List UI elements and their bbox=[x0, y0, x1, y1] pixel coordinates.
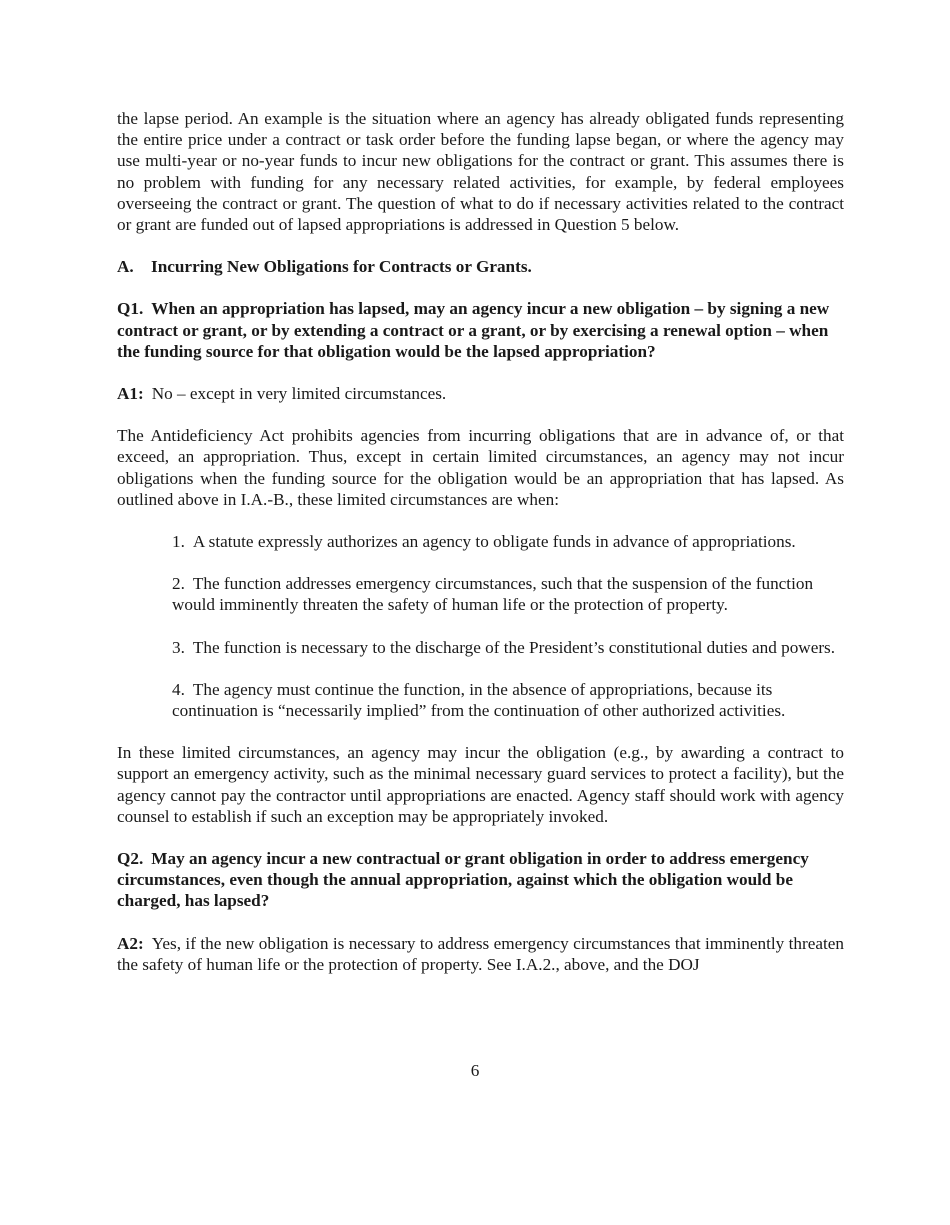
list-item-number: 2. bbox=[172, 574, 185, 594]
page-body bbox=[117, 108, 844, 996]
list-item bbox=[172, 637, 844, 658]
list-item-text: The function addresses emergency circumstances, such that the suspension of the function would imminently threaten the safety of human life or the protection of property. bbox=[172, 574, 814, 615]
antideficiency-paragraph: The Antideficiency Act prohibits agencies from incurring obligations that are in advance of, or that exceed, an appropriation. Thus, except in certain limited circumstances, an agency may not incur obligations when the funding source for the obligation would be an appropriation that has lapsed. As outlined above in I.A.-B., these limited circumstances are when: bbox=[117, 426, 844, 509]
page-number: 6 bbox=[470, 1061, 480, 1080]
circumstances-list bbox=[117, 531, 844, 721]
section-heading bbox=[117, 256, 844, 277]
question-1 bbox=[117, 298, 844, 362]
list-item bbox=[172, 531, 844, 552]
list-item-number: 4. bbox=[172, 679, 185, 699]
question-2-number: Q2. bbox=[117, 849, 144, 869]
question-1-number: Q1. bbox=[117, 299, 144, 319]
intro-paragraph: the lapse period. An example is the situation where an agency has already obligated funds representing the entire price under a contract or task order before the funding lapse began, or where the agency may use multi-year or no-year funds to incur new obligations for the contract or grant. This assumes there is no problem with funding for any necessary related activities, for example, by federal employees overseeing the contract or grant. The question of what to do if necessary activities related to the contract or grant are funded out of lapsed appropriations is addressed in Question 5 below. bbox=[117, 109, 844, 235]
list-item bbox=[172, 573, 844, 615]
limited-circumstances-paragraph: In these limited circumstances, an agency may incur the obligation (e.g., by awarding a contract to support an emergency activity, such as the minimal necessary guard services to protect a facility), but the agency cannot pay the contractor until appropriations are enacted. Agency staff should work with agency counsel to establish if such an exception may be appropriately invoked. bbox=[117, 743, 844, 826]
question-2 bbox=[117, 848, 844, 912]
list-item-text: A statute expressly authorizes an agency to obligate funds in advance of appropriations. bbox=[192, 532, 796, 552]
answer-2 bbox=[117, 933, 844, 975]
list-item bbox=[172, 679, 844, 721]
answer-1-text: No – except in very limited circumstances. bbox=[151, 384, 447, 404]
section-letter: A. bbox=[117, 257, 134, 277]
list-item-text: The agency must continue the function, in the absence of appropriations, because its continuation is “necessarily implied” from the continuation of other authorized activities. bbox=[172, 679, 786, 721]
list-item-number: 3. bbox=[172, 637, 185, 657]
list-item-number: 1. bbox=[172, 532, 185, 552]
section-title: Incurring New Obligations for Contracts or Grants. bbox=[151, 257, 532, 277]
answer-1 bbox=[117, 383, 844, 404]
answer-2-number: A2: bbox=[117, 933, 144, 953]
question-1-text: When an appropriation has lapsed, may an agency incur a new obligation – by signing a new contract or grant, or by extending a contract or a grant, or by exercising a renewal option – when the funding source for that obligation would be the lapsed appropriation? bbox=[117, 299, 830, 361]
answer-1-number: A1: bbox=[117, 384, 144, 404]
answer-2-text: Yes, if the new obligation is necessary to address emergency circumstances that imminently threaten the safety of human life or the protection of property. See I.A.2., above, and the DOJ bbox=[117, 933, 844, 974]
question-2-text: May an agency incur a new contractual or grant obligation in order to address emergency circumstances, even though the annual appropriation, against which the obligation would be charged, has lapsed? bbox=[117, 849, 809, 911]
list-item-text: The function is necessary to the discharge of the President’s constitutional duties and powers. bbox=[192, 637, 836, 657]
